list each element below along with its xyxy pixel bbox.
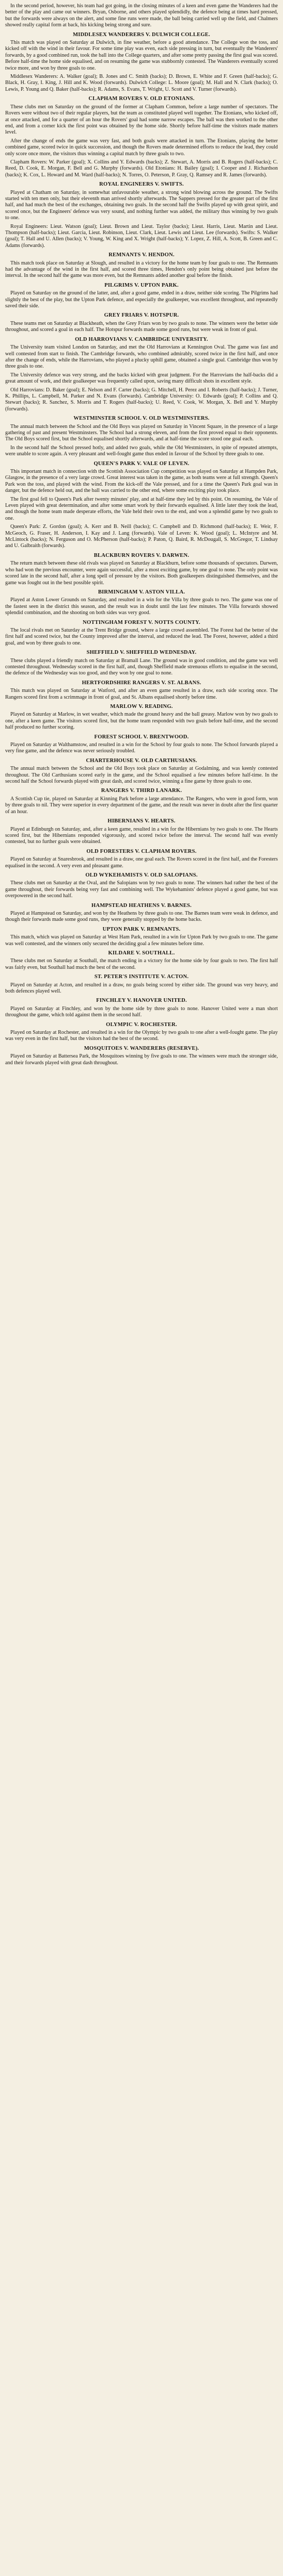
match-report: [5, 734, 278, 755]
match-report-heading: CLAPHAM ROVERS V. OLD ETONIANS.: [88, 96, 195, 102]
report-paragraph: In the second half the School pressed hotly, and added two goals, while the Old Westminsters, in spite of repeated attempts, were unable to score again. A very pleasant and well-fought game thus ended in favour of the School by three goals to one.: [5, 444, 278, 457]
team-lineups: Middlesex Wanderers: A. Walker (goal); B. Jones and C. Smith (backs); D. Brown, E. White and F. Green (half-backs); G. Black, H. Gray, I. King, J. Hill and K. Wood (forwards). Dulwich College: L. Moore (goal); M. Hall and N. Clark (backs); O. Lewis, P. Young and Q. Baker (half-backs); R. Adams, S. Evans, T. Wright, U. Scott and V. Turner (forwards).: [5, 74, 278, 92]
match-report: [5, 758, 278, 785]
report-paragraph: Played at Aston Lower Grounds on Saturday, and resulted in a win for the Villa by three goals to two. The game was one of the fastest seen in the district this season, and the result was in doubt until the last few minutes. The Villa forwards showed splendid combination, and the shooting on both sides was very good.: [5, 597, 278, 616]
match-report: [5, 3, 278, 29]
match-report-heading: OLD FORESTERS V. CLAPHAM ROVERS.: [86, 848, 197, 854]
match-report: [5, 1046, 278, 1066]
match-report: [5, 337, 278, 412]
match-report-heading: KILDARE V. SOUTHALL.: [108, 950, 175, 956]
article-column: [5, 3, 278, 1066]
match-report-heading: NOTTINGHAM FOREST V. NOTTS COUNTY.: [83, 619, 200, 625]
report-paragraph: These teams met on Saturday at Blackheath, when the Grey Friars won by two goals to none. The winners were the better side throughout, and scored a goal in each half. The Hotspur forwards made some good runs, but were weak in front of goal.: [5, 320, 278, 333]
match-report: [5, 903, 278, 923]
match-report-heading: OLD HARROVIANS V. CAMBRIDGE UNIVERSITY.: [75, 336, 208, 342]
report-paragraph: Played on Saturday at Marlow, in wet weather, which made the ground heavy and the ball greasy. Marlow won by two goals to one, after a keen game. The visitors scored first, but the home team responded with two goals before half-time, and the second half produced no further scoring.: [5, 712, 278, 731]
match-report: [5, 849, 278, 869]
report-paragraph: Played at Edinburgh on Saturday, and, after a keen game, resulted in a win for the Hibernians by two goals to one. The Hearts scored first, but the Hibernians responded vigorously, and scored twice before the interval. The second half was evenly contested, but no further goals were obtained.: [5, 826, 278, 845]
team-lineups: Clapham Rovers: W. Parker (goal); X. Collins and Y. Edwards (backs); Z. Stewart, A. Morris and B. Rogers (half-backs); C. Reed, D. Cook, E. Morgan, F. Bell and G. Murphy (forwards). Old Etonians: H. Bailey (goal); I. Cooper and J. Richardson (backs); K. Cox, L. Howard and M. Ward (half-backs); N. Torres, O. Peterson, P. Gray, Q. Ramsey and R. James (forwards).: [5, 159, 278, 178]
match-report-heading: SHEFFIELD V. SHEFFIELD WEDNESDAY.: [86, 650, 197, 656]
report-paragraph: The University defence was very strong, and the backs kicked with great judgment. For the Harrovians the half-backs did a great amount of work, and their goalkeeper was frequently called upon, saving many difficult shots in excellent style.: [5, 372, 278, 385]
match-report: [5, 950, 278, 971]
report-paragraph: This match was played on Saturday at Watford, and after an even game resulted in a draw, each side scoring once. The Rangers scored first from a scrimmage in front of goal, and St. Albans equalised shortly before time.: [5, 688, 278, 700]
match-report-heading: OLYMPIC V. ROCHESTER.: [106, 1021, 177, 1028]
match-report-heading: WESTMINSTER SCHOOL V. OLD WESTMINSTERS.: [73, 416, 210, 422]
match-report-heading: HERTFORDSHIRE RANGERS V. ST. ALBANS.: [82, 680, 201, 686]
report-paragraph: These clubs met on Saturday at Southall, the match ending in a victory for the home side by four goals to two. The first half was fairly even, but Southall had much the best of the second.: [5, 958, 278, 970]
match-report: [5, 181, 278, 249]
match-report-heading: GREY FRIARS V. HOTSPUR.: [104, 312, 179, 319]
match-report-heading: QUEEN'S PARK V. VALE OF LEVEN.: [93, 460, 190, 467]
match-report-heading: FOREST SCHOOL V. BRENTWOOD.: [94, 734, 189, 740]
match-report: [5, 589, 278, 617]
report-paragraph: These clubs played a friendly match on Saturday at Bramall Lane. The ground was in good condition, and the game was well contested throughout. Wednesday scored in the first half, and, though Sheffield made strenuous efforts to equalise in the second, the defence of the Wednesday was too good, and they won by one goal to none.: [5, 657, 278, 676]
report-paragraph: The University team visited London on Saturday, and met the Old Harrovians at Kennington Oval. The game was fast and well contested from start to finish. The Cambridge forwards, who combined admirably, scored twice in the first half, and once after the change of ends, while the Harrovians, who played a plucky uphill game, obtained a single goal. Cambridge thus won by three goals to one.: [5, 344, 278, 370]
report-paragraph: This match, which was played on Saturday at West Ham Park, resulted in a win for Upton Park by two goals to one. The game was well contested, and the winners only secured the deciding goal a few minutes before time.: [5, 934, 278, 947]
report-paragraph: This match took place on Saturday at Slough, and resulted in a victory for the home team by four goals to one. The Remnants had the advantage of the wind in the first half, and scored three times, Hendon's only point being obtained just before the interval. In the second half the game was more even, but the Remnants added another goal before the finish.: [5, 260, 278, 279]
match-report: [5, 650, 278, 677]
report-paragraph: These clubs met on Saturday on the ground of the former at Clapham Common, before a large number of spectators. The Rovers were without two of their regular players, but the team as constituted played well together. The Etonians, who kicked off, at once attacked, and for a quarter of an hour the Rovers' goal had some narrow escapes. The ball was then worked to the other end, and from a corner kick the first point was obtained by the home side. Shortly before half-time the visitors made matters level.: [5, 104, 278, 136]
match-report: [5, 461, 278, 550]
match-report-heading: REMNANTS V. HENDON.: [108, 252, 175, 258]
report-paragraph: The return match between these old rivals was played on Saturday at Blackburn, before some thousands of spectators. Darwen, who had won the previous encounter, were again successful, after a most exciting game, by one goal to none. The only point was scored late in the second half, after a long spell of pressure by the visitors. Both goalkeepers distinguished themselves, and the game was fought out in the best possible spirit.: [5, 560, 278, 586]
team-lineups: Old Harrovians: D. Baker (goal); E. Nelson and F. Carter (backs); G. Mitchell, H. Perez and I. Roberts (half-backs); J. Turner, K. Phillips, L. Campbell, M. Parker and N. Evans (forwards). Cambridge University: O. Edwards (goal); P. Collins and Q. Stewart (backs); R. Sanchez, S. Morris and T. Rogers (half-backs); U. Reed, V. Cook, W. Morgan, X. Bell and Y. Murphy (forwards).: [5, 387, 278, 412]
report-paragraph: This important match in connection with the Scottish Association Cup competition was played on Saturday at Hampden Park, Glasgow, in the presence of a very large crowd. Great interest was taken in the game, as both teams were at full strength. Queen's Park won the toss, and played with the wind. From the kick-off the Vale pressed, and for a time the Queen's Park goal was in danger, but the defence held out, and the ball was carried to the other end, where some exciting play took place.: [5, 469, 278, 494]
match-report: [5, 416, 278, 457]
match-report: [5, 680, 278, 701]
team-lineups: Royal Engineers: Lieut. Watson (goal); Lieut. Brown and Lieut. Taylor (backs); Lieut. Harris, Lieut. Martin and Lieut. Thompson (half-backs); Lieut. Garcia, Lieut. Robinson, Lieut. Clark, Lieut. Lewis and Lieut. Lee (forwards). Swifts: S. Walker (goal); T. Hall and U. Allen (backs); V. Young, W. King and X. Wright (half-backs); Y. Lopez, Z. Hill, A. Scott, B. Green and C. Adams (forwards).: [5, 223, 278, 249]
match-report: [5, 974, 278, 995]
match-report-heading: ROYAL ENGINEERS V. SWIFTS.: [99, 181, 184, 188]
report-paragraph: Played on Saturday at Battersea Park, the Mosquitoes winning by five goals to one. The winners were much the stronger side, and their forwards played with great dash throughout.: [5, 1053, 278, 1066]
match-report: [5, 1022, 278, 1043]
match-report: [5, 927, 278, 947]
match-report-heading: BIRMINGHAM V. ASTON VILLA.: [98, 589, 185, 595]
match-report-heading: PILGRIMS V. UPTON PARK.: [104, 282, 179, 288]
match-report-heading: RANGERS V. THIRD LANARK.: [101, 788, 182, 794]
report-paragraph: Played on Saturday at Finchley, and won by the home side by three goals to none. Hanover United were a man short throughout the game, which told against them in the second half.: [5, 1005, 278, 1018]
report-paragraph: Played on Saturday on the ground of the latter, and, after a good game, ended in a draw, neither side scoring. The Pilgrims had slightly the best of the play, but the Upton Park defence, and especially the goalkeeper, was excellent throughout, and repeatedly saved their side.: [5, 290, 278, 309]
match-report-heading: FINCHLEY V. HANOVER UNITED.: [96, 998, 187, 1004]
report-paragraph: The local rivals met on Saturday at the Trent Bridge ground, where a large crowd assembled. The Forest had the better of the first half and scored twice, but the County improved after the interval, and reduced the lead. The Forest, however, added a third goal, and won by three goals to one.: [5, 627, 278, 646]
match-report: [5, 704, 278, 731]
report-paragraph: This match was played on Saturday at Dulwich, in fine weather, before a good attendance. The College won the toss, and kicked off with the wind in their favour. For some time play was even, each side pressing in turn, but eventually the Wanderers' forwards, by a good combined run, took the ball into the College quarters, and after some pretty passing the first goal was scored. Before half-time the home side equalised, and on resuming the game was stubbornly contested. The Wanderers eventually scored twice more, and won by three goals to one.: [5, 40, 278, 71]
match-report: [5, 252, 278, 279]
match-report: [5, 32, 278, 93]
match-report-heading: ST. PETER'S INSTITUTE V. ACTON.: [94, 974, 189, 980]
report-paragraph: After the change of ends the game was very fast, and both goals were attacked in turn. The Etonians, playing the better combined game, scored twice in quick succession, and though the Rovers made determined efforts to reduce the lead, they could only score once more, the visitors thus winning a capital match by three goals to two.: [5, 138, 278, 157]
team-lineups: Queen's Park: Z. Gordon (goal); A. Kerr and B. Neill (backs); C. Campbell and D. Richmond (half-backs); E. Weir, F. McGeoch, G. Fraser, H. Anderson, I. Kay and J. Lang (forwards). Vale of Leven: K. Wood (goal); L. McIntyre and M. McLintock (backs); N. Ferguson and O. McPherson (half-backs); P. Paton, Q. Baird, R. McDougall, S. McGregor, T. Lindsay and U. Galbraith (forwards).: [5, 524, 278, 549]
match-report-heading: HAMPSTEAD HEATHENS V. BARNES.: [91, 902, 192, 909]
match-report: [5, 283, 278, 310]
report-paragraph: In the second period, however, his team had got going, in the closing minutes of a keen and even game the Wanderers had the better of the play and came out winners. Bryan, Osborne, and others played splendidly, the defence being at times hard pressed, but the forwards were always on the alert, and some fine runs were made, the ball being carried well up the field, and Chalmers showed really capital form at back, his kicking being strong and sure.: [5, 3, 278, 28]
match-report: [5, 818, 278, 846]
report-paragraph: A Scottish Cup tie, played on Saturday at Kinning Park before a large attendance. The Rangers, who were in good form, won by three goals to nil. They were superior in every department of the game, and the result was never in doubt after the first quarter of an hour.: [5, 796, 278, 815]
match-report-heading: OLD WYKEHAMISTS V. OLD SALOPIANS.: [85, 872, 198, 878]
match-report: [5, 788, 278, 815]
report-paragraph: Played on Saturday at Walthamstow, and resulted in a win for the School by four goals to none. The School forwards played a very fine game, and the defence was never seriously troubled.: [5, 742, 278, 754]
match-report-heading: HIBERNIANS V. HEARTS.: [107, 818, 176, 824]
match-report: [5, 620, 278, 647]
report-paragraph: The annual match between the School and the Old Boys took place on Saturday at Godalming, and was keenly contested throughout. The Old Carthusians scored early in the game, and the School equalised a few minutes before half-time. In the second half the School forwards played with great dash, and scored twice, winning a fine game by three goals to one.: [5, 766, 278, 785]
match-report: [5, 312, 278, 333]
match-report: [5, 96, 278, 178]
match-report-heading: MOSQUITOES V. WANDERERS (RESERVE).: [84, 1045, 199, 1051]
match-report-heading: UPTON PARK V. REMNANTS.: [102, 926, 181, 932]
match-report: [5, 998, 278, 1018]
report-paragraph: Played on Saturday at Snaresbrook, and resulted in a draw, one goal each. The Rovers scored in the first half, and the Foresters equalised in the second. A very even and pleasant game.: [5, 856, 278, 869]
match-report-heading: CHARTERHOUSE V. OLD CARTHUSIANS.: [86, 757, 197, 764]
report-paragraph: Played at Hampstead on Saturday, and won by the Heathens by three goals to one. The Barnes team were weak in defence, and though their forwards made some good runs, they were generally stopped by the home backs.: [5, 910, 278, 923]
report-paragraph: These clubs met on Saturday at the Oval, and the Salopians won by two goals to none. The winners had rather the best of the game throughout, their forwards being very fast and combining well. The Wykehamists' defence played a good game, but was overpowered in the second half.: [5, 880, 278, 899]
report-paragraph: The first goal fell to Queen's Park after twenty minutes' play, and at half-time they led by this point. On resuming, the Vale of Leven played with great determination, and after some smart work by their forwards equalised. A little later they took the lead, and though the home team made desperate efforts, the Vale held their own to the end, and won a splendid game by two goals to one.: [5, 496, 278, 521]
match-report: [5, 553, 278, 586]
match-report-heading: MIDDLESEX WANDERERS V. DULWICH COLLEGE.: [73, 31, 210, 38]
report-paragraph: Played at Chatham on Saturday, in somewhat unfavourable weather, a strong wind blowing across the ground. The Swifts started with ten men only, but their eleventh man arrived shortly afterwards. The Sappers pressed for the greater part of the first half, and had much the best of the exchanges, obtaining two goals. In the second half the Swifts played up with great spirit, and scored once, but the Engineers' defence was very sound, and nothing further was added, the military thus winning by two goals to one.: [5, 189, 278, 221]
report-paragraph: The annual match between the School and the Old Boys was played on Saturday in Vincent Square, in the presence of a large gathering of past and present Westminsters. The School had a strong eleven, and from the first proved equal to their opponents. The Old Boys scored first, but the School equalised shortly afterwards, and at half-time the score stood one goal each.: [5, 423, 278, 442]
match-report-heading: BLACKBURN ROVERS V. DARWEN.: [93, 552, 190, 558]
match-report-heading: MARLOW V. READING.: [110, 704, 173, 709]
match-report: [5, 872, 278, 900]
report-paragraph: Played on Saturday at Acton, and resulted in a draw, no goals being scored by either side. The ground was very heavy, and both defences played well.: [5, 982, 278, 995]
report-paragraph: Played on Saturday at Rochester, and resulted in a win for the Olympic by two goals to one after a well-fought game. The play was very even in the first half, but the visitors had the best of the second.: [5, 1030, 278, 1042]
